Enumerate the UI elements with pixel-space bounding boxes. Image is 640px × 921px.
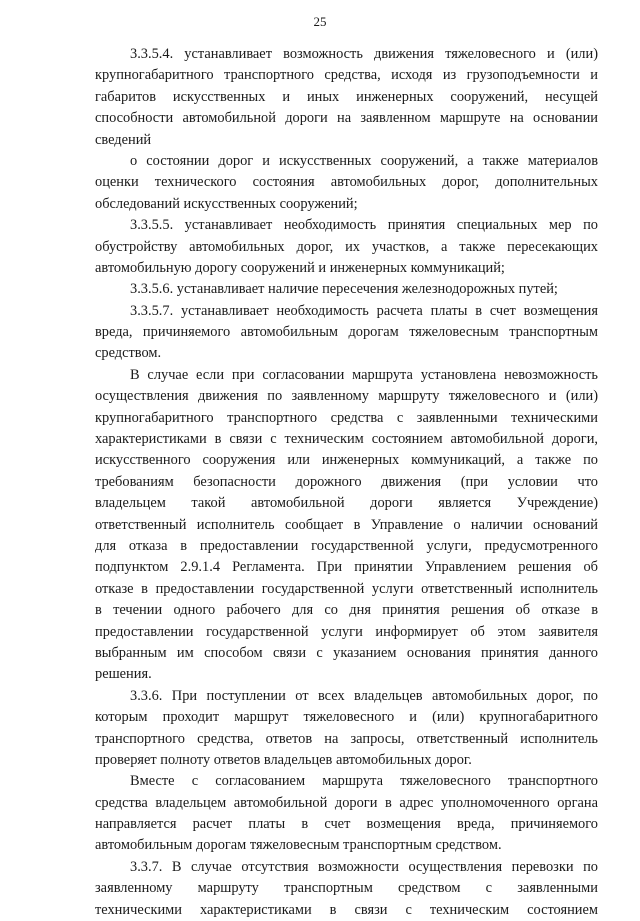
text-line: обустройству автомобильных дорог, их участков, а также пересекающих	[95, 238, 598, 255]
text-line: 3.3.5.4. устанавливает возможность движения тяжеловесного и (или)	[130, 46, 598, 62]
text-line: В случае если при согласовании маршрута установлена невозможность	[130, 366, 598, 383]
text-line: отказе в предоставлении государственной услуги ответственный исполнитель	[95, 580, 598, 597]
text-line: 3.3.6. При поступлении от всех владельцев автомобильных дорог, по	[130, 687, 598, 704]
text-line: решения.	[95, 666, 152, 683]
text-line: Вместе с согласованием маршрута тяжеловесного транспортного	[130, 773, 598, 790]
text-line: 3.3.5.5. устанавливает необходимость принятия специальных мер по	[130, 217, 598, 234]
text-line: способности автомобильной дороги на заявленном маршруте на основании	[95, 110, 598, 127]
text-line: 3.3.5.7. устанавливает необходимость расчета платы в счет возмещения	[130, 302, 598, 319]
text-line: владельцем такой автомобильной дороги является Учреждение)	[95, 495, 598, 512]
text-line: обследований искусственных сооружений;	[95, 195, 358, 212]
text-line: транспортного средства, ответов на запросы, ответственный исполнитель	[95, 730, 598, 747]
text-line: выбранным им способом связи с указанием основания принятия данного	[95, 644, 598, 661]
text-line: ответственный исполнитель сообщает в Управление о наличии оснований	[95, 516, 598, 533]
text-line: для отказа в предоставлении государственной услуги, предусмотренного	[95, 537, 598, 554]
text-line: сведений	[95, 131, 152, 148]
text-line: автомобильную дорогу сооружений и инженерных коммуникаций;	[95, 259, 505, 276]
text-line: проверяет полноту ответов владельцев автомобильных дорог.	[95, 751, 472, 768]
text-line: о состоянии дорог и искусственных сооружений, а также материалов	[130, 152, 598, 169]
text-line: средства владельцем автомобильной дороги в адрес уполномоченного органа	[95, 794, 598, 811]
text-line: автомобильным дорогам тяжеловесным транспортным средством.	[95, 837, 502, 854]
document-body	[95, 44, 598, 921]
text-line: вреда, причиняемого автомобильным дорогам тяжеловесным транспортным	[95, 324, 598, 341]
text-line: требованиям безопасности дорожного движения (при условии что	[95, 473, 598, 490]
text-line: техническими характеристиками в связи с техническим состоянием	[95, 901, 598, 918]
text-line: в течении одного рабочего для со дня принятия решения об отказе в	[95, 602, 598, 619]
text-line: искусственного сооружения или инженерных коммуникаций, а также по	[95, 452, 598, 469]
text-line: подпунктом 2.9.1.4 Регламента. При принятии Управлением решения об	[95, 559, 598, 576]
text-line: предоставлении государственной услуги информирует об этом заявителя	[95, 623, 598, 640]
text-line: средством.	[95, 345, 162, 362]
text-line: крупногабаритного транспортного средства с заявленными техническими	[95, 409, 598, 426]
text-line: которым проходит маршрут тяжеловесного и (или) крупногабаритного	[95, 709, 598, 726]
text-line: характеристиками в связи с техническим состоянием автомобильной дороги,	[95, 431, 598, 448]
text-line: крупногабаритного транспортного средства, исходя из грузоподъемности и	[95, 67, 598, 84]
text-line: направляется расчет платы в счет возмещения вреда, причиняемого	[95, 816, 598, 833]
text-line: заявленному маршруту транспортным средством с заявленными	[95, 880, 598, 897]
text-line: габаритов искусственных и иных инженерных сооружений, несущей	[95, 88, 598, 105]
page-number: 25	[313, 14, 327, 29]
text-line: 3.3.7. В случае отсутствия возможности осуществления перевозки по	[130, 858, 598, 875]
text-line: осуществления движения по заявленному маршруту тяжеловесного и (или)	[95, 388, 598, 405]
text-line: 3.3.5.6. устанавливает наличие пересечения железнодорожных путей;	[130, 281, 558, 298]
text-line: оценки технического состояния автомобильных дорог, дополнительных	[95, 174, 598, 191]
